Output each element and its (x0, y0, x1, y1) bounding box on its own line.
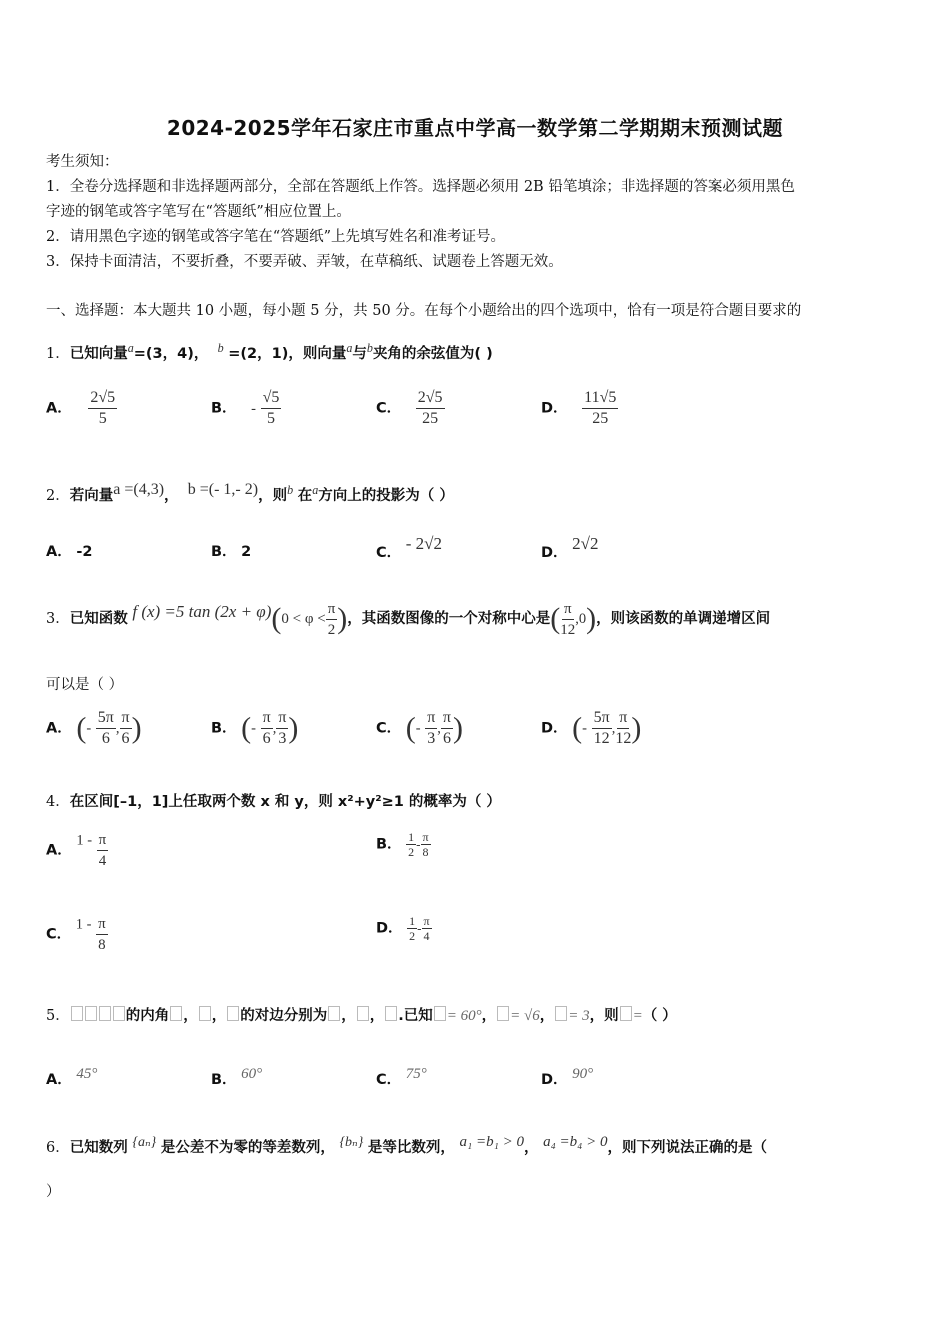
q2-option-a[interactable]: A． -2 (46, 544, 93, 560)
q5-option-a[interactable]: A． 45° (46, 1066, 98, 1088)
q3-option-d[interactable]: D． (- $\frac{5\pi}{12}$ , $\frac{\pi}{12}$ ) (541, 709, 642, 747)
q4-option-d[interactable]: D． $\frac{1}{2}$ - $\frac{\pi}{4}$ (376, 914, 430, 943)
missing-glyph-icon (113, 1006, 125, 1021)
missing-glyph-icon (555, 1006, 567, 1021)
q5-option-c[interactable]: C． 75° (376, 1066, 427, 1088)
section-heading: 一、选择题：本大题共 10 小题，每小题 5 分，共 50 分。在每个小题给出的四个选项中，恰有一项是符合题目要求的 (46, 303, 802, 319)
question-number: 1． (46, 345, 70, 362)
question-3: 3．已知函数 f (x) =5 tan (2x + φ)(0 < φ < $\frac{\pi}{2}$ )，其函数图像的一个对称中心是( $\frac{\pi}{12}$ ,0)，则该函数的单调递增区间 (46, 600, 771, 638)
missing-glyph-icon (99, 1006, 111, 1021)
missing-glyph-icon (434, 1006, 446, 1021)
q5-option-d[interactable]: D． 90° (541, 1066, 594, 1088)
missing-glyph-icon (328, 1006, 340, 1021)
q4-option-c[interactable]: C． 1 - $\frac{\pi}{8}$ (46, 916, 106, 953)
missing-glyph-icon (71, 1006, 83, 1021)
missing-glyph-icon (199, 1006, 211, 1021)
q1-option-d[interactable]: D． $\frac{11√5}{25}$ (541, 389, 617, 427)
q4-option-b[interactable]: B． $\frac{1}{2}$ - $\frac{\pi}{8}$ (376, 830, 429, 859)
missing-glyph-icon (497, 1006, 509, 1021)
notice-item-3: 3．保持卡面清洁，不要折叠，不要弄破、弄皱，在草稿纸、试题卷上答题无效。 (46, 254, 563, 270)
notice-item-1-cont: 字迹的钢笔或答字笔写在“答题纸”相应位置上。 (46, 204, 351, 220)
page-title: 2024-2025学年石家庄市重点中学高一数学第二学期期末预测试题 (166, 116, 784, 140)
q2-option-d[interactable]: D． 2√2 (541, 534, 599, 561)
question-3-cont: 可以是（ ） (46, 677, 124, 693)
notice-heading: 考生须知： (46, 154, 119, 170)
question-2: 2．若向量$^{a =(4,3)}$， $^{b =(- 1,- 2)}$，则$^b$ 在$^a$方向上的投影为（ ） (46, 481, 454, 504)
missing-glyph-icon (385, 1006, 397, 1021)
q1-option-c[interactable]: C． $\frac{2√5}{25}$ (376, 389, 443, 427)
q3-option-a[interactable]: A． (- $\frac{5\pi}{6}$ , $\frac{\pi}{6}$ ) (46, 709, 142, 747)
missing-glyph-icon (170, 1006, 182, 1021)
missing-glyph-icon (357, 1006, 369, 1021)
missing-glyph-icon (227, 1006, 239, 1021)
q3-option-c[interactable]: C． (- $\frac{\pi}{3}$ , $\frac{\pi}{6}$ ) (376, 709, 463, 747)
q5-option-b[interactable]: B． 60° (211, 1066, 263, 1088)
question-6: 6．已知数列 {aₙ} 是公差不为零的等差数列， {bₙ} 是等比数列， a₁ =b₁ > 0， a₄ =b₄ > 0，则下列说法正确的是（ (46, 1134, 768, 1156)
q3-option-b[interactable]: B． (- $\frac{\pi}{6}$ , $\frac{\pi}{3}$ ) (211, 709, 299, 747)
missing-glyph-icon (620, 1006, 632, 1021)
question-6-cont: ） (46, 1184, 61, 1200)
q4-option-a[interactable]: A． 1 - $\frac{\pi}{4}$ (46, 832, 107, 869)
q2-option-b[interactable]: B． 2 (211, 544, 252, 560)
question-4: 4．在区间[–1，1]上任取两个数 x 和 y，则 x²+y²≥1 的概率为（ ） (46, 794, 501, 810)
missing-glyph-icon (85, 1006, 97, 1021)
q2-option-c[interactable]: C． - 2√2 (376, 534, 443, 561)
question-5: 5． 的内角 ， ， 的对边分别为 ， ， .已知 = 60°， = √6， = 3，则 =（ ） (46, 1008, 677, 1024)
q1-option-a[interactable]: A． $\frac{2√5}{5}$ (46, 389, 116, 427)
notice-item-1: 1．全卷分选择题和非选择题两部分，全部在答题纸上作答。选择题必须用 2B 铅笔填涂；非选择题的答案必须用黑色 (46, 179, 795, 195)
q1-option-b[interactable]: B． - $\frac{√5}{5}$ (211, 389, 280, 427)
notice-item-2: 2．请用黑色字迹的钢笔或答字笔在“答题纸”上先填写姓名和准考证号。 (46, 229, 506, 245)
question-1: 1．已知向量$^a$=(3，4)， $^b$ =(2，1)，则向量$^a$与$^b$夹角的余弦值为( ) (46, 341, 493, 362)
